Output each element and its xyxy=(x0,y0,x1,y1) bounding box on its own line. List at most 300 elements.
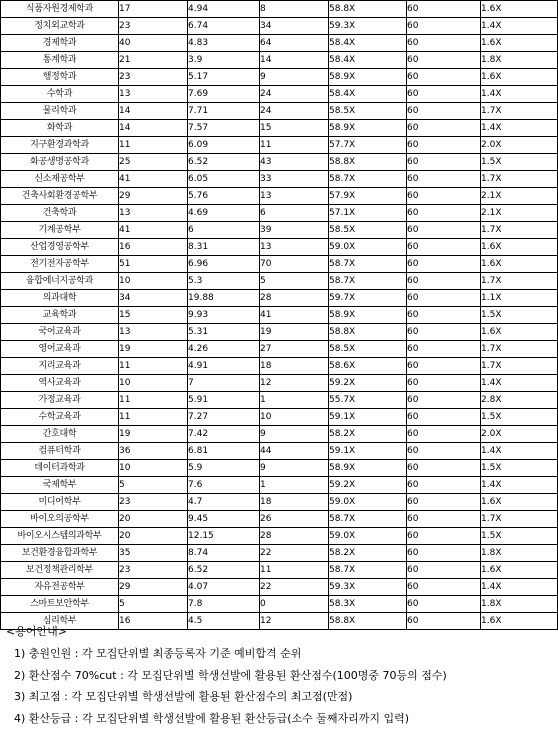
department-cell: 교육학과 xyxy=(1,307,119,324)
department-cell: 간호대학 xyxy=(1,426,119,443)
score-cell: 59.0X xyxy=(329,528,407,545)
table-row xyxy=(1,511,558,528)
waitlist-cell: 28 xyxy=(260,528,329,545)
score-cell: 58.5X xyxy=(329,222,407,239)
department-cell: 스마트보안학부 xyxy=(1,596,119,613)
max-score-cell: 60 xyxy=(407,69,481,86)
table-row xyxy=(1,324,558,341)
quota-cell: 19 xyxy=(119,341,188,358)
waitlist-cell: 8 xyxy=(260,1,329,18)
competition-cell: 5.9 xyxy=(188,460,260,477)
table-row xyxy=(1,341,558,358)
table-row xyxy=(1,426,558,443)
grade-cell: 1.4X xyxy=(481,375,558,392)
grade-cell: 1.6X xyxy=(481,1,558,18)
competition-cell: 8.31 xyxy=(188,239,260,256)
waitlist-cell: 10 xyxy=(260,409,329,426)
quota-cell: 40 xyxy=(119,35,188,52)
score-cell: 59.3X xyxy=(329,579,407,596)
department-cell: 국제학부 xyxy=(1,477,119,494)
competition-cell: 3.9 xyxy=(188,52,260,69)
grade-cell: 1.6X xyxy=(481,239,558,256)
competition-cell: 6.52 xyxy=(188,154,260,171)
competition-cell: 8.74 xyxy=(188,545,260,562)
grade-cell: 1.7X xyxy=(481,273,558,290)
department-cell: 보건정책관리학부 xyxy=(1,562,119,579)
quota-cell: 11 xyxy=(119,409,188,426)
grade-cell: 1.4X xyxy=(481,120,558,137)
table-row xyxy=(1,409,558,426)
quota-cell: 13 xyxy=(119,324,188,341)
table-row xyxy=(1,188,558,205)
grade-cell: 1.6X xyxy=(481,613,558,630)
waitlist-cell: 11 xyxy=(260,137,329,154)
quota-cell: 14 xyxy=(119,103,188,120)
waitlist-cell: 1 xyxy=(260,392,329,409)
waitlist-cell: 12 xyxy=(260,375,329,392)
department-cell: 정치외교학과 xyxy=(1,18,119,35)
grade-cell: 1.7X xyxy=(481,358,558,375)
competition-cell: 7.27 xyxy=(188,409,260,426)
table-row xyxy=(1,307,558,324)
table-row xyxy=(1,103,558,120)
department-cell: 수학교육과 xyxy=(1,409,119,426)
table-row xyxy=(1,18,558,35)
department-cell: 기계공학부 xyxy=(1,222,119,239)
competition-cell: 7.6 xyxy=(188,477,260,494)
table-row xyxy=(1,579,558,596)
score-cell: 59.1X xyxy=(329,443,407,460)
grade-cell: 1.5X xyxy=(481,307,558,324)
grade-cell: 1.5X xyxy=(481,528,558,545)
grade-cell: 1.4X xyxy=(481,579,558,596)
quota-cell: 11 xyxy=(119,358,188,375)
grade-cell: 1.5X xyxy=(481,154,558,171)
max-score-cell: 60 xyxy=(407,273,481,290)
table-body xyxy=(1,1,558,630)
quota-cell: 15 xyxy=(119,307,188,324)
glossary-item-3: 3) 최고점 : 각 모집단위별 학생선발에 활용된 환산점수의 최고점(만점) xyxy=(14,690,353,703)
score-cell: 58.8X xyxy=(329,154,407,171)
competition-cell: 5.91 xyxy=(188,392,260,409)
max-score-cell: 60 xyxy=(407,52,481,69)
competition-cell: 6.52 xyxy=(188,562,260,579)
competition-cell: 7.8 xyxy=(188,596,260,613)
table-row xyxy=(1,239,558,256)
score-cell: 59.1X xyxy=(329,409,407,426)
max-score-cell: 60 xyxy=(407,290,481,307)
score-cell: 58.9X xyxy=(329,120,407,137)
grade-cell: 1.7X xyxy=(481,103,558,120)
competition-cell: 12.15 xyxy=(188,528,260,545)
score-cell: 59.7X xyxy=(329,290,407,307)
score-cell: 58.6X xyxy=(329,358,407,375)
score-cell: 58.7X xyxy=(329,273,407,290)
score-cell: 58.8X xyxy=(329,324,407,341)
department-cell: 지구환경과학과 xyxy=(1,137,119,154)
quota-cell: 5 xyxy=(119,477,188,494)
quota-cell: 20 xyxy=(119,511,188,528)
score-cell: 58.7X xyxy=(329,256,407,273)
competition-cell: 7.69 xyxy=(188,86,260,103)
max-score-cell: 60 xyxy=(407,188,481,205)
department-cell: 수학과 xyxy=(1,86,119,103)
department-cell: 산업경영공학부 xyxy=(1,239,119,256)
waitlist-cell: 13 xyxy=(260,239,329,256)
quota-cell: 17 xyxy=(119,1,188,18)
waitlist-cell: 18 xyxy=(260,358,329,375)
department-cell: 심리학부 xyxy=(1,613,119,630)
max-score-cell: 60 xyxy=(407,120,481,137)
competition-cell: 6.81 xyxy=(188,443,260,460)
quota-cell: 41 xyxy=(119,171,188,188)
grade-cell: 1.4X xyxy=(481,18,558,35)
max-score-cell: 60 xyxy=(407,443,481,460)
max-score-cell: 60 xyxy=(407,528,481,545)
department-cell: 융합에너지공학과 xyxy=(1,273,119,290)
grade-cell: 1.6X xyxy=(481,494,558,511)
competition-cell: 7.42 xyxy=(188,426,260,443)
competition-cell: 6.05 xyxy=(188,171,260,188)
waitlist-cell: 64 xyxy=(260,35,329,52)
waitlist-cell: 5 xyxy=(260,273,329,290)
grade-cell: 1.1X xyxy=(481,290,558,307)
competition-cell: 4.69 xyxy=(188,205,260,222)
score-cell: 57.9X xyxy=(329,188,407,205)
score-cell: 58.9X xyxy=(329,460,407,477)
waitlist-cell: 44 xyxy=(260,443,329,460)
competition-cell: 5.3 xyxy=(188,273,260,290)
quota-cell: 11 xyxy=(119,137,188,154)
score-cell: 58.4X xyxy=(329,35,407,52)
department-cell: 화학과 xyxy=(1,120,119,137)
grade-cell: 1.4X xyxy=(481,477,558,494)
department-cell: 바이오시스템의과학부 xyxy=(1,528,119,545)
score-cell: 58.4X xyxy=(329,52,407,69)
waitlist-cell: 43 xyxy=(260,154,329,171)
grade-cell: 1.6X xyxy=(481,562,558,579)
competition-cell: 4.7 xyxy=(188,494,260,511)
department-cell: 건축학과 xyxy=(1,205,119,222)
quota-cell: 51 xyxy=(119,256,188,273)
waitlist-cell: 22 xyxy=(260,545,329,562)
quota-cell: 14 xyxy=(119,120,188,137)
score-cell: 58.8X xyxy=(329,613,407,630)
max-score-cell: 60 xyxy=(407,409,481,426)
max-score-cell: 60 xyxy=(407,256,481,273)
max-score-cell: 60 xyxy=(407,137,481,154)
department-cell: 역사교육과 xyxy=(1,375,119,392)
department-cell: 컴퓨터학과 xyxy=(1,443,119,460)
competition-cell: 6.74 xyxy=(188,18,260,35)
max-score-cell: 60 xyxy=(407,562,481,579)
table-row xyxy=(1,392,558,409)
max-score-cell: 60 xyxy=(407,307,481,324)
quota-cell: 36 xyxy=(119,443,188,460)
max-score-cell: 60 xyxy=(407,341,481,358)
grade-cell: 1.7X xyxy=(481,222,558,239)
score-cell: 57.7X xyxy=(329,137,407,154)
department-cell: 자유전공학부 xyxy=(1,579,119,596)
grade-cell: 1.6X xyxy=(481,324,558,341)
waitlist-cell: 24 xyxy=(260,103,329,120)
quota-cell: 23 xyxy=(119,562,188,579)
max-score-cell: 60 xyxy=(407,154,481,171)
max-score-cell: 60 xyxy=(407,222,481,239)
competition-cell: 9.93 xyxy=(188,307,260,324)
waitlist-cell: 39 xyxy=(260,222,329,239)
department-cell: 데이터과학과 xyxy=(1,460,119,477)
grade-cell: 1.4X xyxy=(481,86,558,103)
max-score-cell: 60 xyxy=(407,460,481,477)
table-row xyxy=(1,69,558,86)
waitlist-cell: 14 xyxy=(260,52,329,69)
quota-cell: 10 xyxy=(119,375,188,392)
department-cell: 통계학과 xyxy=(1,52,119,69)
waitlist-cell: 15 xyxy=(260,120,329,137)
score-cell: 58.2X xyxy=(329,426,407,443)
competition-cell: 6.96 xyxy=(188,256,260,273)
score-cell: 58.8X xyxy=(329,1,407,18)
score-cell: 58.7X xyxy=(329,562,407,579)
competition-cell: 4.26 xyxy=(188,341,260,358)
table-row xyxy=(1,596,558,613)
competition-cell: 4.07 xyxy=(188,579,260,596)
grade-cell: 1.6X xyxy=(481,69,558,86)
waitlist-cell: 22 xyxy=(260,579,329,596)
quota-cell: 21 xyxy=(119,52,188,69)
score-cell: 58.5X xyxy=(329,341,407,358)
waitlist-cell: 41 xyxy=(260,307,329,324)
score-cell: 58.2X xyxy=(329,545,407,562)
score-cell: 59.2X xyxy=(329,477,407,494)
score-cell: 58.9X xyxy=(329,307,407,324)
max-score-cell: 60 xyxy=(407,171,481,188)
quota-cell: 23 xyxy=(119,69,188,86)
waitlist-cell: 27 xyxy=(260,341,329,358)
waitlist-cell: 33 xyxy=(260,171,329,188)
department-cell: 물리학과 xyxy=(1,103,119,120)
waitlist-cell: 28 xyxy=(260,290,329,307)
competition-cell: 7.71 xyxy=(188,103,260,120)
score-cell: 55.7X xyxy=(329,392,407,409)
table-row xyxy=(1,154,558,171)
table-row xyxy=(1,290,558,307)
waitlist-cell: 34 xyxy=(260,18,329,35)
score-cell: 57.1X xyxy=(329,205,407,222)
grade-cell: 1.5X xyxy=(481,460,558,477)
table-row xyxy=(1,52,558,69)
waitlist-cell: 19 xyxy=(260,324,329,341)
table-row xyxy=(1,35,558,52)
grade-cell: 2.1X xyxy=(481,205,558,222)
table-row xyxy=(1,171,558,188)
department-cell: 식품자원경제학과 xyxy=(1,1,119,18)
quota-cell: 34 xyxy=(119,290,188,307)
department-cell: 바이오의공학부 xyxy=(1,511,119,528)
department-cell: 가정교육과 xyxy=(1,392,119,409)
glossary xyxy=(6,623,447,729)
quota-cell: 35 xyxy=(119,545,188,562)
max-score-cell: 60 xyxy=(407,324,481,341)
waitlist-cell: 24 xyxy=(260,86,329,103)
department-cell: 의과대학 xyxy=(1,290,119,307)
grade-cell: 2.8X xyxy=(481,392,558,409)
quota-cell: 23 xyxy=(119,18,188,35)
table-row xyxy=(1,460,558,477)
department-cell: 경제학과 xyxy=(1,35,119,52)
grade-cell: 1.8X xyxy=(481,545,558,562)
waitlist-cell: 26 xyxy=(260,511,329,528)
competition-cell: 4.5 xyxy=(188,613,260,630)
quota-cell: 19 xyxy=(119,426,188,443)
waitlist-cell: 11 xyxy=(260,562,329,579)
max-score-cell: 60 xyxy=(407,358,481,375)
max-score-cell: 60 xyxy=(407,477,481,494)
table-row xyxy=(1,205,558,222)
table-row xyxy=(1,120,558,137)
table-row xyxy=(1,477,558,494)
score-cell: 59.0X xyxy=(329,239,407,256)
quota-cell: 41 xyxy=(119,222,188,239)
waitlist-cell: 18 xyxy=(260,494,329,511)
department-cell: 행정학과 xyxy=(1,69,119,86)
quota-cell: 20 xyxy=(119,528,188,545)
waitlist-cell: 12 xyxy=(260,613,329,630)
competition-cell: 4.94 xyxy=(188,1,260,18)
waitlist-cell: 13 xyxy=(260,188,329,205)
table-row xyxy=(1,562,558,579)
department-cell: 영어교육과 xyxy=(1,341,119,358)
department-cell: 신소재공학부 xyxy=(1,171,119,188)
grade-cell: 2.1X xyxy=(481,188,558,205)
department-cell: 지리교육과 xyxy=(1,358,119,375)
score-cell: 58.3X xyxy=(329,596,407,613)
competition-cell: 19.88 xyxy=(188,290,260,307)
competition-cell: 6 xyxy=(188,222,260,239)
max-score-cell: 60 xyxy=(407,511,481,528)
max-score-cell: 60 xyxy=(407,18,481,35)
waitlist-cell: 1 xyxy=(260,477,329,494)
competition-cell: 4.91 xyxy=(188,358,260,375)
competition-cell: 5.76 xyxy=(188,188,260,205)
max-score-cell: 60 xyxy=(407,494,481,511)
grade-cell: 1.7X xyxy=(481,511,558,528)
grade-cell: 2.0X xyxy=(481,137,558,154)
quota-cell: 29 xyxy=(119,579,188,596)
waitlist-cell: 70 xyxy=(260,256,329,273)
waitlist-cell: 9 xyxy=(260,460,329,477)
grade-cell: 1.6X xyxy=(481,35,558,52)
quota-cell: 5 xyxy=(119,596,188,613)
competition-cell: 6.09 xyxy=(188,137,260,154)
competition-cell: 4.83 xyxy=(188,35,260,52)
max-score-cell: 60 xyxy=(407,86,481,103)
grade-cell: 1.4X xyxy=(481,443,558,460)
table-row xyxy=(1,86,558,103)
glossary-item-4: 4) 환산등급 : 각 모집단위별 학생선발에 활용된 환산등급(소수 둘째자리까지 입력) xyxy=(14,711,410,725)
competition-cell: 5.17 xyxy=(188,69,260,86)
quota-cell: 13 xyxy=(119,86,188,103)
quota-cell: 16 xyxy=(119,613,188,630)
max-score-cell: 60 xyxy=(407,103,481,120)
score-cell: 58.7X xyxy=(329,171,407,188)
grade-cell: 1.8X xyxy=(481,596,558,613)
table-row xyxy=(1,528,558,545)
competition-cell: 5.31 xyxy=(188,324,260,341)
grade-cell: 1.7X xyxy=(481,171,558,188)
waitlist-cell: 9 xyxy=(260,69,329,86)
table-row xyxy=(1,545,558,562)
quota-cell: 10 xyxy=(119,273,188,290)
score-cell: 59.0X xyxy=(329,494,407,511)
grade-cell: 1.8X xyxy=(481,52,558,69)
quota-cell: 16 xyxy=(119,239,188,256)
score-cell: 58.7X xyxy=(329,511,407,528)
max-score-cell: 60 xyxy=(407,1,481,18)
score-cell: 59.3X xyxy=(329,18,407,35)
score-cell: 58.4X xyxy=(329,86,407,103)
max-score-cell: 60 xyxy=(407,596,481,613)
waitlist-cell: 9 xyxy=(260,426,329,443)
max-score-cell: 60 xyxy=(407,392,481,409)
table-row xyxy=(1,273,558,290)
department-cell: 화공생명공학과 xyxy=(1,154,119,171)
max-score-cell: 60 xyxy=(407,613,481,630)
max-score-cell: 60 xyxy=(407,579,481,596)
quota-cell: 29 xyxy=(119,188,188,205)
competition-cell: 7.57 xyxy=(188,120,260,137)
table-row xyxy=(1,494,558,511)
waitlist-cell: 0 xyxy=(260,596,329,613)
max-score-cell: 60 xyxy=(407,35,481,52)
quota-cell: 13 xyxy=(119,205,188,222)
table-row xyxy=(1,222,558,239)
max-score-cell: 60 xyxy=(407,545,481,562)
table-row xyxy=(1,375,558,392)
grade-cell: 2.0X xyxy=(481,426,558,443)
competition-cell: 9.45 xyxy=(188,511,260,528)
table-row xyxy=(1,358,558,375)
glossary-title: <용어안내> xyxy=(6,625,67,638)
quota-cell: 25 xyxy=(119,154,188,171)
department-cell: 미디어학부 xyxy=(1,494,119,511)
max-score-cell: 60 xyxy=(407,375,481,392)
table-row xyxy=(1,256,558,273)
quota-cell: 11 xyxy=(119,392,188,409)
score-cell: 58.9X xyxy=(329,69,407,86)
competition-cell: 7 xyxy=(188,375,260,392)
max-score-cell: 60 xyxy=(407,426,481,443)
max-score-cell: 60 xyxy=(407,205,481,222)
department-cell: 보건환경융합과학부 xyxy=(1,545,119,562)
glossary-item-1: 1) 충원인원 : 각 모집단위별 최종등록자 기준 예비합격 순위 xyxy=(14,647,302,660)
grade-cell: 1.6X xyxy=(481,256,558,273)
score-cell: 59.2X xyxy=(329,375,407,392)
max-score-cell: 60 xyxy=(407,239,481,256)
waitlist-cell: 6 xyxy=(260,205,329,222)
table-row xyxy=(1,137,558,154)
grade-cell: 1.7X xyxy=(481,341,558,358)
score-cell: 58.5X xyxy=(329,103,407,120)
grade-cell: 1.5X xyxy=(481,409,558,426)
department-cell: 국어교육과 xyxy=(1,324,119,341)
quota-cell: 10 xyxy=(119,460,188,477)
quota-cell: 23 xyxy=(119,494,188,511)
table-row xyxy=(1,443,558,460)
glossary-item-2: 2) 환산점수 70%cut : 각 모집단위별 학생선발에 활용된 환산점수(100명중 70등의 점수) xyxy=(14,668,447,682)
department-cell: 전기전자공학부 xyxy=(1,256,119,273)
